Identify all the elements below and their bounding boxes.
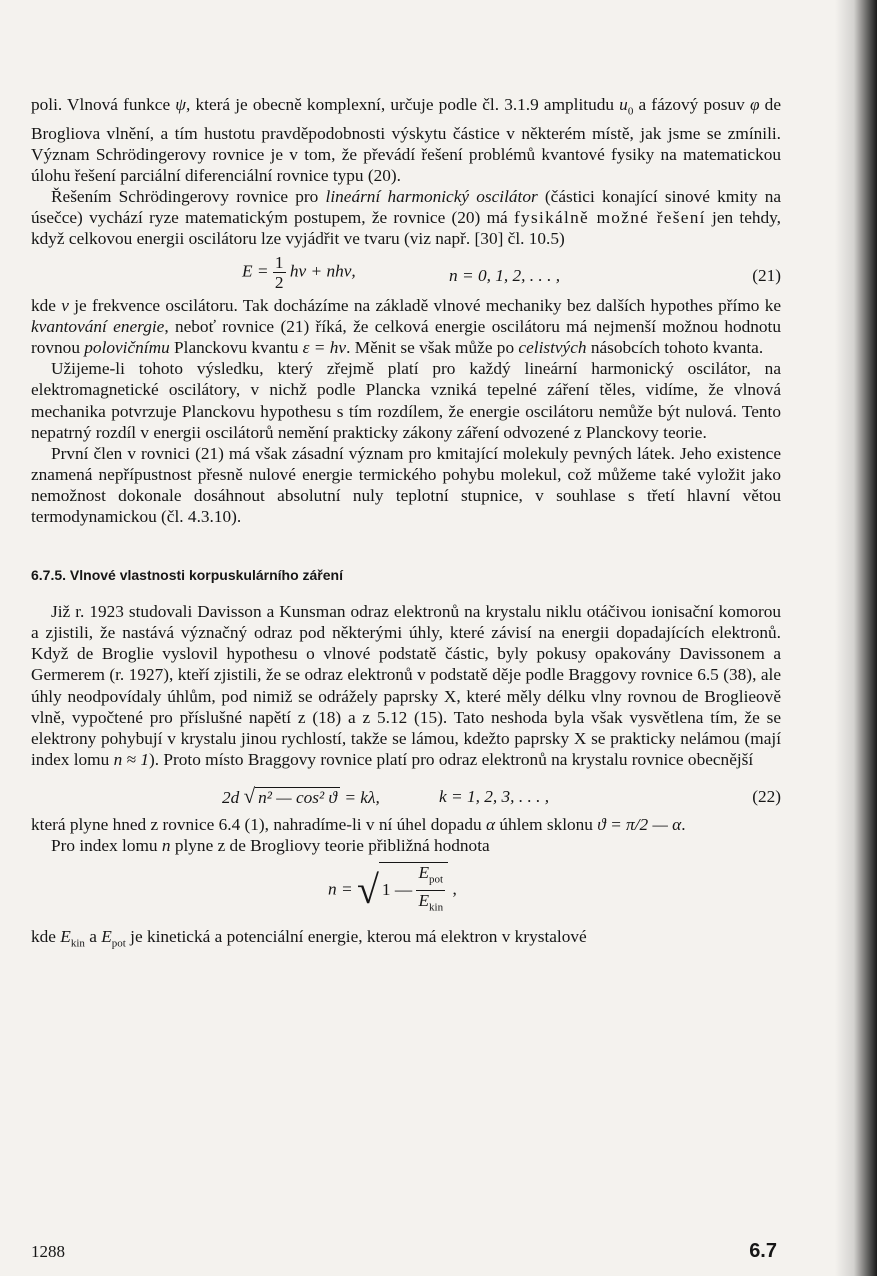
inline-formula: ϑ = π/2 — α xyxy=(597,814,682,834)
text: Řešením Schrödingerovy rovnice pro xyxy=(51,186,326,206)
fraction-energy xyxy=(416,863,445,917)
text: . Měnit se však může po xyxy=(346,338,519,358)
n-symbol: n xyxy=(161,835,171,855)
equation-21-body xyxy=(242,253,356,292)
inline-formula: n ≈ 1 xyxy=(113,749,149,769)
equation-number: (21) xyxy=(752,266,781,286)
text: je kinetická a potenciální energie, kterou má elektron v krystalové xyxy=(125,927,587,947)
alpha-symbol: α xyxy=(485,814,496,834)
paragraph-6 xyxy=(31,601,781,770)
energy-symbol: E xyxy=(418,890,430,910)
paragraph-5: První člen v rovnici (21) má však zásadní význam pro kmitající molekuly pevných látek. Jeho existence znamená nepřípustnost přesně nulové energie termického pohybu molekul, což můžeme také vyložit jako nemožnost dokonale dosáhnout absolutní nuly teplotní stupnice, v souhlase s třetí hlavní větou termodynamickou (čl. 4.3.10). xyxy=(31,443,781,527)
text: jen tehdy, když celkovou energii oscilátoru lze vyjádřit ve tvaru (viz např. [30] čl. 10.5) xyxy=(31,207,782,249)
text: a xyxy=(84,927,102,947)
sqrt-radicand: n² — cos² ϑ xyxy=(255,787,340,808)
page-edge-shadow xyxy=(835,0,877,1276)
sqrt-sign: √ xyxy=(356,867,379,913)
eq-terms: hν + nhν, xyxy=(289,261,356,281)
paragraph-7 xyxy=(31,814,781,835)
equation-index xyxy=(31,856,781,920)
text: ). Proto místo Braggovy rovnice platí pro odraz elektronů na krystalu rovnice obecnější xyxy=(148,749,754,769)
text: , která je obecně komplexní, určuje podle čl. 3.1.9 amplitudu xyxy=(186,95,620,114)
denominator xyxy=(416,891,445,917)
paragraph-4: Užijeme-li tohoto výsledku, který zřejmě platí pro každý lineární harmonický oscilátor, na elektromagnetické oscilátory, v nichž podle Plancka vzniká tepelné záření těles, vidíme, že vlnová mechanika potvrzuje Planckovu hypothesu s tím rozdílem, že energie oscilátoru nemůže být nulová. Tento nepatrný rozdíl v energii oscilátorů nemění prakticky zákony záření odvozené z Planckovy teorie. xyxy=(31,359,781,442)
eq-prefix: 2d xyxy=(222,787,240,807)
numerator: 1 xyxy=(274,253,284,273)
section-number: 6.7 xyxy=(749,1240,777,1262)
equation-number: (22) xyxy=(752,786,781,806)
inline-formula: ε = hν xyxy=(302,338,347,358)
u-symbol: u xyxy=(619,95,628,114)
equation-index-body xyxy=(328,862,457,917)
subscript: kin xyxy=(70,937,85,950)
paragraph-9 xyxy=(31,926,781,955)
equation-21 xyxy=(31,249,781,295)
nu-symbol: ν xyxy=(61,296,69,316)
page-number: 1288 xyxy=(31,1242,65,1261)
equation-22 xyxy=(31,770,781,814)
text: poli. Vlnová funkce xyxy=(31,95,176,114)
page-body xyxy=(31,94,781,955)
text: úhlem sklonu xyxy=(495,814,598,834)
subscript: kin xyxy=(429,900,444,913)
page-footer xyxy=(31,1240,777,1264)
text: je frekvence oscilátoru. Tak docházíme na základě vlnové mechaniky bez dalších hypothes přímo ke xyxy=(68,296,781,316)
sqrt-sign: √ xyxy=(243,783,256,808)
paragraph-3 xyxy=(31,295,781,358)
paragraph-2 xyxy=(31,186,781,249)
text: a fázový posuv xyxy=(633,95,750,114)
text: Již r. 1923 studovali Davisson a Kunsman odraz elektronů na krystalu niklu otáčivou ionisační komorou a zjistili, že nastává význačný odraz pod některými úhly, které závisí na energii dopadajících elektronů. Když de Broglie vyslovil hypothesu o vlnové podstatě částic, byly pokusy opakovány Davissonem a Germerem (r. 1927), kteří zjistili, že se odraz elektronů v podstatě děje podle Braggovy rovnice 6.5 (38), ale úhly neodpovídaly úhlům, pod nimiž se odrážely paprsky X, které měly délku vlny rovnou de Broglieově vlně, vypočtené pro příslušné napětí z (18) a z 5.12 (15). Tato neshoda byla však vysvětlena tím, že se elektrony pohybují v krystalu jinou rychlostí, takže se lámou, kdežto paprsky X se prakticky nelámou (mají index lomu xyxy=(31,602,781,769)
eq-lhs: E = xyxy=(242,261,269,281)
paragraph-1 xyxy=(31,94,781,186)
energy-symbol: E xyxy=(101,927,112,947)
eq-lhs: n = xyxy=(328,879,353,899)
phi-symbol: φ xyxy=(749,95,760,114)
u-subscript: 0 xyxy=(627,105,634,118)
text: kde xyxy=(31,296,62,316)
psi-symbol: ψ xyxy=(175,95,187,114)
text: (částici konající sinové kmity na úsečce) vychází ryze matematickým postupem, že rovnice (20) má xyxy=(31,186,782,227)
spaced-emphasis: fysikálně možné řešení xyxy=(513,207,706,227)
text: Pro index lomu xyxy=(51,835,162,855)
subscript: pot xyxy=(429,873,444,886)
section-heading: 6.7.5. Vlnové vlastnosti korpuskulárního záření xyxy=(31,567,343,584)
emphasis: lineární harmonický oscilátor xyxy=(325,186,538,206)
eq-rhs: = kλ, xyxy=(344,787,380,807)
text: , neboť rovnice (21) říká, že celková energie oscilátoru má nejmenší možnou hodnotu rovnou xyxy=(31,317,781,358)
text: která plyne hned z rovnice 6.4 (1), nahradíme-li v ní úhel dopadu xyxy=(31,814,486,834)
subscript: pot xyxy=(111,937,126,950)
numerator xyxy=(416,863,445,890)
emphasis: kvantování energie xyxy=(31,317,165,337)
fraction-one-half xyxy=(273,253,286,292)
energy-symbol: E xyxy=(418,863,430,883)
text: Planckovu kvantu xyxy=(169,338,303,358)
text: plyne z de Brogliovy teorie přibližná hodnota xyxy=(170,835,490,855)
sqrt-radicand xyxy=(379,862,448,917)
emphasis: polovičnímu xyxy=(84,338,170,358)
text: de Brogliova vlnění, a tím hustotu pravděpodobnosti výskytu částice v některém místě, jak jsme se zmínili. Význam Schrödingerovy rovnice je v tom, že převádí řešení problémů kvantové fysiky na matematickou úlohu řešení parciální diferenciální rovnice typu (20). xyxy=(31,95,781,185)
eq-one: 1 — xyxy=(381,880,413,900)
text: . xyxy=(681,814,686,834)
eq-condition: n = 0, 1, 2, . . . , xyxy=(449,266,561,286)
equation-22-body xyxy=(222,784,380,809)
text: kde xyxy=(31,927,61,947)
text: násobcích tohoto kvanta. xyxy=(586,338,764,358)
emphasis: celistvých xyxy=(518,338,587,358)
eq-condition: k = 1, 2, 3, . . . , xyxy=(439,786,550,806)
energy-symbol: E xyxy=(60,927,71,947)
eq-comma: , xyxy=(452,879,457,899)
paragraph-8 xyxy=(31,835,781,856)
denominator: 2 xyxy=(274,273,284,293)
